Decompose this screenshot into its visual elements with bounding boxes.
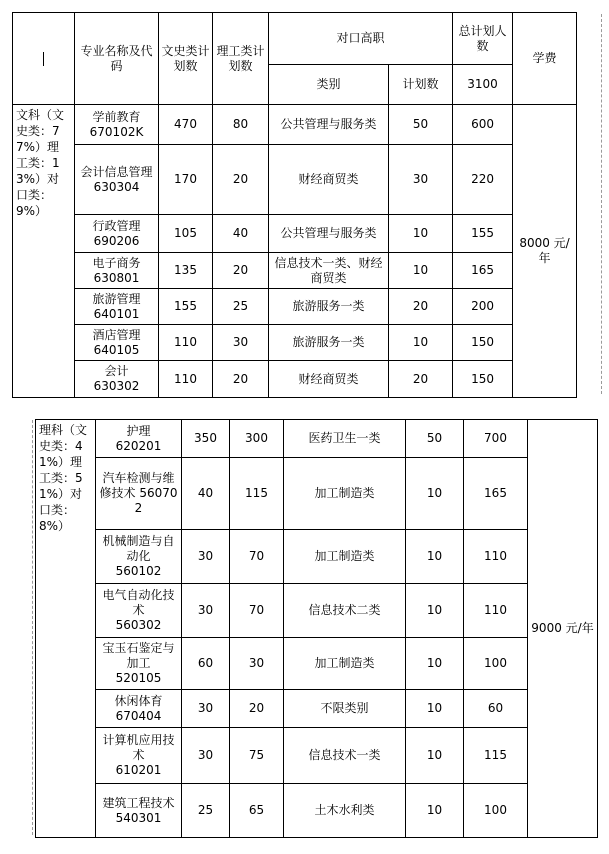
group-label-wenke: 文科（文史类：77%）理工类：13%）对口类：9%） bbox=[13, 105, 75, 398]
duikou-cell: 10 bbox=[406, 584, 464, 638]
category-cell: 信息技术二类 bbox=[284, 584, 406, 638]
header-total: 总计划人数 bbox=[453, 13, 513, 65]
ligong-cell: 30 bbox=[230, 638, 284, 690]
category-cell: 旅游服务一类 bbox=[269, 289, 389, 325]
duikou-cell: 10 bbox=[406, 784, 464, 838]
duikou-cell: 10 bbox=[406, 638, 464, 690]
category-cell: 加工制造类 bbox=[284, 638, 406, 690]
table-row bbox=[36, 728, 598, 784]
duikou-cell: 30 bbox=[389, 145, 453, 215]
wenshi-cell: 30 bbox=[182, 728, 230, 784]
duikou-cell: 20 bbox=[389, 361, 453, 398]
major-cell: 休闲体育 670404 bbox=[96, 690, 182, 728]
total-cell: 115 bbox=[464, 728, 528, 784]
major-cell: 汽车检测与维修技术 560702 bbox=[96, 458, 182, 530]
table-row bbox=[36, 584, 598, 638]
wenshi-cell: 30 bbox=[182, 530, 230, 584]
table-row bbox=[13, 361, 577, 398]
major-cell: 旅游管理 640101 bbox=[75, 289, 159, 325]
table-row bbox=[36, 420, 598, 458]
wenshi-cell: 30 bbox=[182, 584, 230, 638]
total-cell: 60 bbox=[464, 690, 528, 728]
total-cell: 600 bbox=[453, 105, 513, 145]
header-ligong: 理工类计划数 bbox=[213, 13, 269, 105]
duikou-cell: 10 bbox=[406, 458, 464, 530]
wenshi-cell: 170 bbox=[159, 145, 213, 215]
duikou-cell: 10 bbox=[406, 530, 464, 584]
admission-plan-table-1 bbox=[12, 12, 577, 398]
ligong-cell: 70 bbox=[230, 530, 284, 584]
duikou-cell: 10 bbox=[389, 215, 453, 253]
total-cell: 150 bbox=[453, 325, 513, 361]
table-row bbox=[13, 289, 577, 325]
major-cell: 护理 620201 bbox=[96, 420, 182, 458]
table-row bbox=[13, 215, 577, 253]
duikou-cell: 50 bbox=[406, 420, 464, 458]
table-row bbox=[36, 638, 598, 690]
fee-value: 8000 元/年 bbox=[513, 105, 577, 398]
header-wenshi: 文史类计划数 bbox=[159, 13, 213, 105]
header-duikou: 对口高职 bbox=[269, 13, 453, 65]
header-category: 类别 bbox=[269, 65, 389, 105]
total-cell: 110 bbox=[464, 584, 528, 638]
wenshi-cell: 135 bbox=[159, 253, 213, 289]
wenshi-cell: 110 bbox=[159, 325, 213, 361]
total-cell: 100 bbox=[464, 784, 528, 838]
duikou-cell: 10 bbox=[406, 690, 464, 728]
text-cursor bbox=[43, 52, 44, 66]
ligong-cell: 115 bbox=[230, 458, 284, 530]
page-guide-right bbox=[601, 14, 602, 394]
wenshi-cell: 40 bbox=[182, 458, 230, 530]
ligong-cell: 30 bbox=[213, 325, 269, 361]
major-cell: 行政管理 690206 bbox=[75, 215, 159, 253]
table-row bbox=[13, 253, 577, 289]
ligong-cell: 20 bbox=[213, 145, 269, 215]
wenshi-cell: 470 bbox=[159, 105, 213, 145]
header-fee: 学费 bbox=[513, 13, 577, 105]
header-major: 专业名称及代码 bbox=[75, 13, 159, 105]
table-row bbox=[36, 690, 598, 728]
table-row bbox=[13, 105, 577, 145]
major-cell: 建筑工程技术 540301 bbox=[96, 784, 182, 838]
category-cell: 财经商贸类 bbox=[269, 145, 389, 215]
ligong-cell: 70 bbox=[230, 584, 284, 638]
table-row bbox=[13, 145, 577, 215]
ligong-cell: 20 bbox=[213, 361, 269, 398]
wenshi-cell: 105 bbox=[159, 215, 213, 253]
ligong-cell: 80 bbox=[213, 105, 269, 145]
major-cell: 机械制造与自动化 560102 bbox=[96, 530, 182, 584]
total-cell: 165 bbox=[464, 458, 528, 530]
total-cell: 200 bbox=[453, 289, 513, 325]
category-cell: 公共管理与服务类 bbox=[269, 105, 389, 145]
duikou-cell: 20 bbox=[389, 289, 453, 325]
major-cell: 学前教育 670102K bbox=[75, 105, 159, 145]
major-cell: 电子商务 630801 bbox=[75, 253, 159, 289]
major-cell: 会计 630302 bbox=[75, 361, 159, 398]
group-label-like: 理科（文史类：41%）理工类：51%）对口类：8%） bbox=[36, 420, 96, 838]
page-guide-left bbox=[32, 420, 33, 835]
wenshi-cell: 110 bbox=[159, 361, 213, 398]
total-cell: 220 bbox=[453, 145, 513, 215]
total-cell: 155 bbox=[453, 215, 513, 253]
ligong-cell: 65 bbox=[230, 784, 284, 838]
category-cell: 公共管理与服务类 bbox=[269, 215, 389, 253]
duikou-cell: 10 bbox=[389, 325, 453, 361]
duikou-cell: 10 bbox=[406, 728, 464, 784]
total-cell: 700 bbox=[464, 420, 528, 458]
category-cell: 信息技术一类、财经商贸类 bbox=[269, 253, 389, 289]
ligong-cell: 20 bbox=[213, 253, 269, 289]
header-total-value: 3100 bbox=[453, 65, 513, 105]
major-cell: 电气自动化技术 560302 bbox=[96, 584, 182, 638]
total-cell: 165 bbox=[453, 253, 513, 289]
table-row bbox=[13, 325, 577, 361]
category-cell: 财经商贸类 bbox=[269, 361, 389, 398]
total-cell: 100 bbox=[464, 638, 528, 690]
total-cell: 110 bbox=[464, 530, 528, 584]
category-cell: 不限类别 bbox=[284, 690, 406, 728]
category-cell: 旅游服务一类 bbox=[269, 325, 389, 361]
major-cell: 酒店管理 640105 bbox=[75, 325, 159, 361]
header-blank-cell[interactable] bbox=[13, 13, 75, 105]
table-row bbox=[36, 530, 598, 584]
wenshi-cell: 60 bbox=[182, 638, 230, 690]
category-cell: 加工制造类 bbox=[284, 530, 406, 584]
wenshi-cell: 350 bbox=[182, 420, 230, 458]
admission-plan-table-2 bbox=[35, 419, 598, 838]
category-cell: 加工制造类 bbox=[284, 458, 406, 530]
category-cell: 医药卫生一类 bbox=[284, 420, 406, 458]
ligong-cell: 300 bbox=[230, 420, 284, 458]
total-cell: 150 bbox=[453, 361, 513, 398]
category-cell: 信息技术一类 bbox=[284, 728, 406, 784]
fee-value: 9000 元/年 bbox=[528, 420, 598, 838]
major-cell: 宝玉石鉴定与加工 520105 bbox=[96, 638, 182, 690]
ligong-cell: 40 bbox=[213, 215, 269, 253]
table-row bbox=[36, 458, 598, 530]
table-row bbox=[36, 784, 598, 838]
ligong-cell: 25 bbox=[213, 289, 269, 325]
duikou-cell: 50 bbox=[389, 105, 453, 145]
ligong-cell: 20 bbox=[230, 690, 284, 728]
wenshi-cell: 30 bbox=[182, 690, 230, 728]
major-cell: 计算机应用技术 610201 bbox=[96, 728, 182, 784]
wenshi-cell: 155 bbox=[159, 289, 213, 325]
duikou-cell: 10 bbox=[389, 253, 453, 289]
header-plan-count: 计划数 bbox=[389, 65, 453, 105]
category-cell: 土木水利类 bbox=[284, 784, 406, 838]
major-cell: 会计信息管理 630304 bbox=[75, 145, 159, 215]
wenshi-cell: 25 bbox=[182, 784, 230, 838]
ligong-cell: 75 bbox=[230, 728, 284, 784]
